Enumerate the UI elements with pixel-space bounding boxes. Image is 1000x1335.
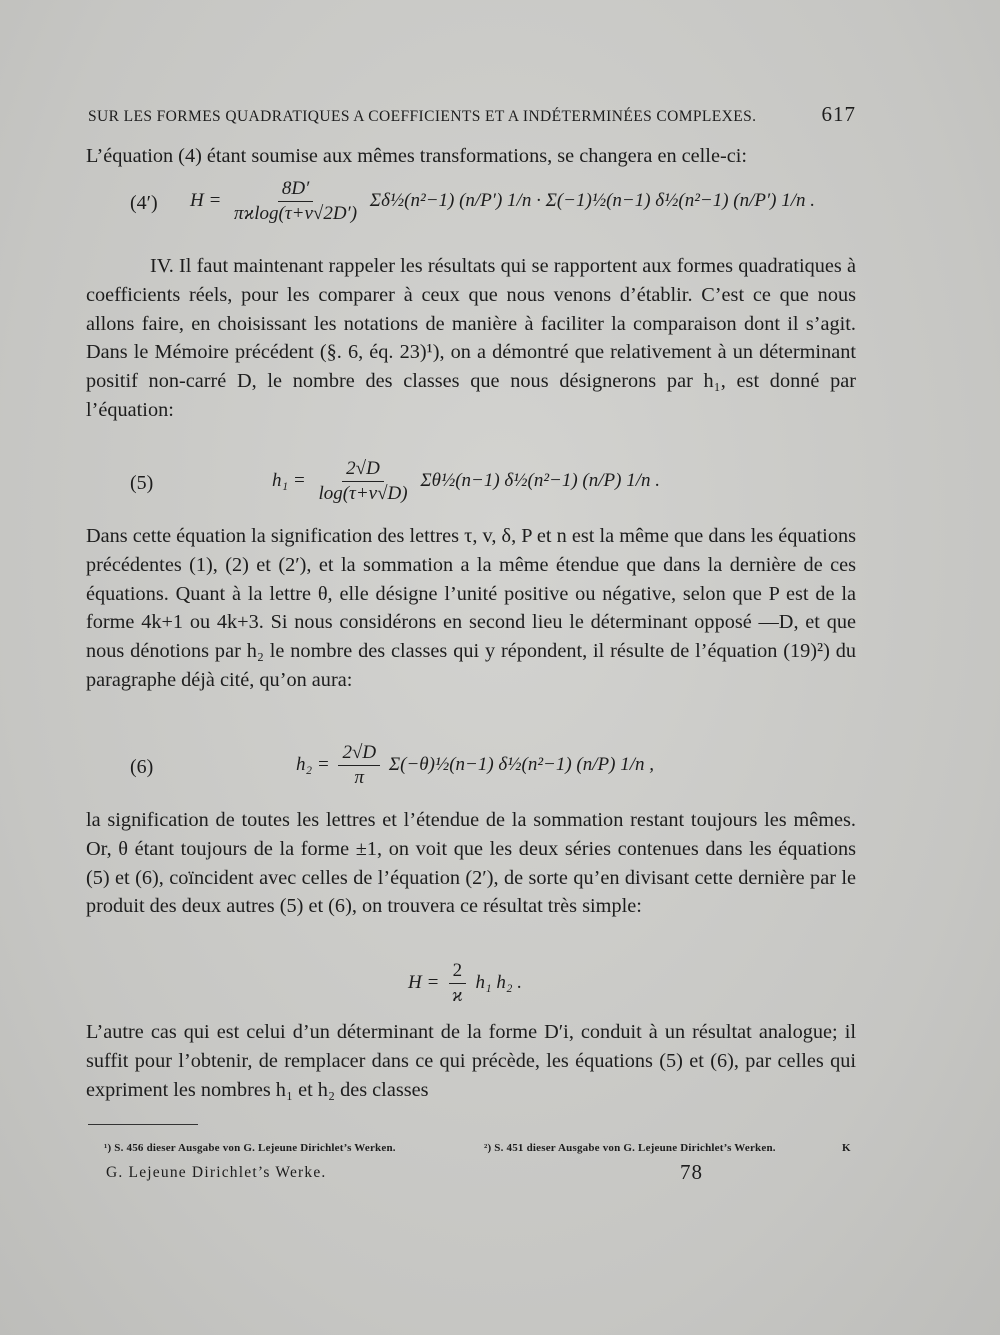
paragraph-2: Dans cette équation la signification des lettres τ, v, δ, P et n est la même que dans les équations précédentes (1), (2) et (2′), et la sommation a la même étendue que dans la dernière de ces équations. Quant à la lettre θ, elle désigne l’unité positive ou négative, selon que P est de la forme 4k+1 ou 4k+3. Si nous considérons en second lieu le déterminant opposé —D, et que nous dénotions par h₂ le nombre des classes qui y répondent, il résulte de l’équation (19)²) du paragraphe déjà cité, qu’on aura: [86, 525, 856, 691]
paragraph-iv: IV. Il faut maintenant rappeler les résultats qui se rapportent aux formes quadratiques à coefficients réels, pour les comparer à ceux que nous venons d’établir. C’est ce que nous allons faire, en choisissant les notations de manière à faciliter la comparaison dont il s’agit. Dans le Mémoire précédent (§. 6, éq. 23)¹), on a démontré que relativement à un déterminant positif non-carré D, le nombre des classes que nous désignerons par h₁, est donné par l’équation: [86, 255, 856, 421]
eq5-denominator: log(τ+v√D) [318, 483, 408, 504]
eq4p-denominator: πϰlog(τ+v√2D′) [234, 203, 358, 224]
paragraph-3: la signification de toutes les lettres et l’étendue de la sommation restant toujours les mêmes. Or, θ étant toujours de la forme ±1, on voit que les deux séries contenues dans les équations (5) et (6), coïncident avec celles de l’équation (2′), de sorte qu’en divisant cette dernière par le produit des deux autres (5) et (6), on trouvera ce résultat très simple: [86, 809, 856, 918]
paragraph-4-block [86, 1018, 856, 1104]
eq-final-numerator: 2 [449, 960, 467, 984]
eq6-body: Σ(−θ)½(n−1) δ½(n²−1) (n/P) 1/n , [388, 753, 654, 775]
paragraph-4: L’autre cas qui est celui d’un déterminant de la forme D′i, conduit à un résultat analogue; il suffit pour l’obtenir, de remplacer dans ce qui précède, les équations (5) et (6), par celles qui expriment les nombres h₁ et h₂ des classes [86, 1021, 856, 1101]
footnote-1: ¹) S. 456 dieser Ausgabe von G. Lejeune Dirichlet’s Werken. [104, 1142, 396, 1154]
signature-sheet-number: 78 [680, 1160, 703, 1184]
running-title: SUR LES FORMES QUADRATIQUES A COEFFICIENTS ET A INDÉTERMINÉES COMPLEXES. [88, 108, 757, 125]
paragraph-2-block [86, 522, 856, 695]
section-iv [86, 252, 856, 425]
eq6-lhs: h₂ = [296, 753, 330, 775]
intro-paragraph [86, 142, 856, 171]
eq6-denominator: π [354, 767, 365, 788]
equation-final [408, 960, 522, 1007]
equation-6 [296, 742, 654, 789]
eq-final-denominator: ϰ [452, 985, 463, 1006]
eq6-numerator: 2√D [338, 742, 380, 766]
eq6-fraction [338, 742, 380, 789]
eq5-lhs: h₁ = [272, 469, 306, 491]
eq-final-lhs: H = [408, 971, 440, 993]
running-header [88, 102, 856, 127]
eq5-numerator: 2√D [342, 458, 384, 482]
eq4p-numerator: 8D′ [278, 178, 313, 202]
eq4p-lhs: H = [190, 189, 222, 211]
page-number: 617 [821, 102, 856, 126]
eq-final-body: h₁ h₂ . [475, 971, 522, 993]
eq4p-fraction [230, 178, 361, 225]
eq4p-body: Σδ½(n²−1) (n/P′) 1/n · Σ(−1)½(n−1) δ½(n²−1) (n/P′) 1/n . [369, 189, 816, 211]
equation-4prime [190, 178, 815, 225]
eq6-label: (6) [130, 756, 154, 778]
footnote-rule [88, 1124, 198, 1125]
eq-final-fraction [448, 960, 467, 1007]
intro-line: L’équation (4) étant soumise aux mêmes transformations, se changera en celle-ci: [86, 145, 747, 167]
footnote-2: ²) S. 451 dieser Ausgabe von G. Lejeune Dirichlet’s Werken. [484, 1142, 776, 1154]
equation-5 [272, 458, 660, 505]
printer-signature: G. Lejeune Dirichlet’s Werke. [106, 1164, 327, 1181]
eq4p-label: (4′) [130, 192, 158, 214]
eq5-label: (5) [130, 472, 154, 494]
sheet-mark: K [842, 1142, 851, 1154]
eq5-body: Σθ½(n−1) δ½(n²−1) (n/P) 1/n . [420, 469, 660, 491]
eq5-fraction [314, 458, 411, 505]
paragraph-3-block [86, 806, 856, 921]
